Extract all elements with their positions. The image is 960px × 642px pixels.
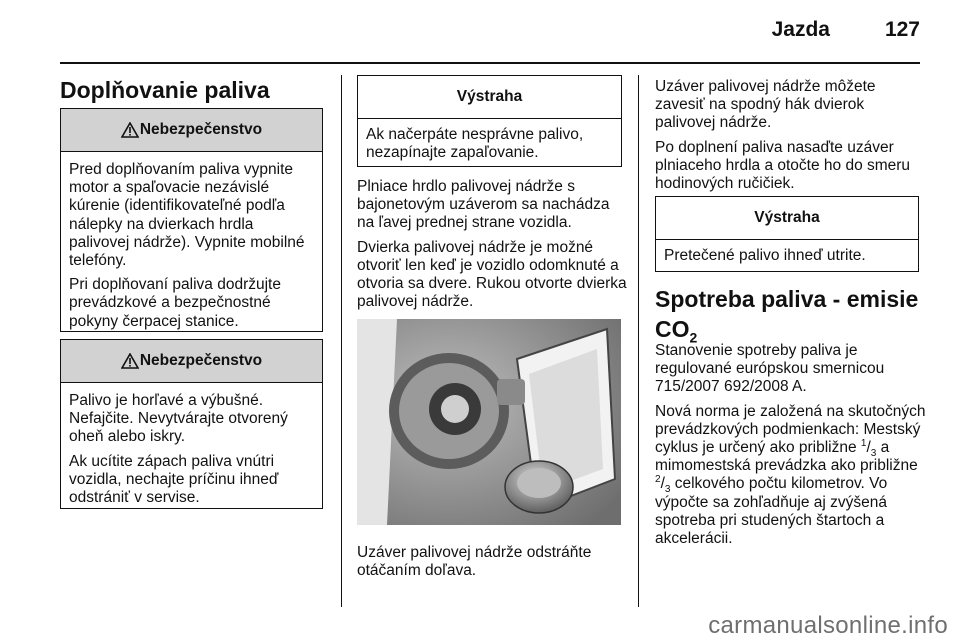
col2-body (357, 178, 629, 317)
fraction-2-denominator: 3 (664, 484, 671, 496)
danger-box-1-text-2: Pri doplňovaní paliva dodržujte prevádzkové a bezpečnostné pokyny čerpacej stanice. (69, 276, 281, 330)
col2-paragraph-2: Dvierka palivovej nádrže je možné otvoriť len keď je vozidlo odomknuté a otvoria sa dvere. Rukou otvorte dvierka palivovej nádrže. (357, 238, 627, 311)
column-divider-2 (638, 75, 639, 607)
warning-box-2-heading: Výstraha (656, 197, 918, 240)
chapter-title: Jazda (771, 18, 830, 41)
fuel-filler-photo (357, 319, 621, 525)
section-title-subscript: 2 (689, 329, 698, 346)
page-number: 127 (884, 18, 920, 41)
warning-box-2-text: Pretečené palivo ihneď utrite. (664, 247, 866, 264)
col3-paragraph-2: Po doplnení paliva nasaďte uzáver plniaceho hrdla a otočte ho do smeru hodinových ručičiek. (655, 138, 911, 193)
danger-box-2-text-2: Ak ucítite zápach paliva vnútri vozidla, nechajte príčinu ihneď odstrániť v servise. (69, 452, 279, 507)
fraction-1-numerator: 1 (860, 437, 867, 449)
danger-box-2-header (61, 340, 322, 383)
col3-paragraph-4: Nová norma je založená na skutočných prevádzkových podmienkach: Mestský cyklus je určený ako približne $^1/_3$ a mimomestská prevádzka ako približne $^2/_3$ celkového počtu kilometrov. Vo výpočte sa zohľadňuje aj zvýšená spotreba pri studených štartoch a akcelerácii. (655, 402, 926, 548)
watermark: carmanualsonline.info (708, 612, 948, 639)
photo-caption (357, 544, 629, 586)
section-title-consumption (655, 284, 925, 344)
col3-paragraph-4-part-2: a mimomestská prevádzka ako približne (655, 439, 918, 475)
warning-triangle-icon (121, 353, 139, 369)
danger-box-1 (60, 108, 323, 332)
column-divider-1 (341, 75, 342, 607)
danger-box-2-text-1: Palivo je horľavé a výbušné. Nefajčite. Nevytvárajte otvorený oheň alebo iskry. (69, 392, 288, 446)
danger-box-1-text-1: Pred doplňovaním paliva vypnite motor a spaľovacie nezávislé kúrenie (identifikovateľné podľa nálepky na dvierkach hrdla palivovej nádrže). Vypnite mobilné telefóny. (69, 161, 305, 270)
col3-paragraph-4-part-3: celkového počtu kilometrov. Vo výpočte sa zohľadňuje aj zvýšená spotreba pri studených štartoch a akcelerácii. (655, 475, 888, 548)
col2-paragraph-1: Plniace hrdlo palivovej nádrže s bajonetovým uzáverom sa nachádza na ľavej prednej strane vozidla. (357, 178, 610, 232)
section-title-consumption-text: Spotreba paliva - emisie CO (655, 286, 919, 342)
section-title-refueling: Doplňovanie paliva (60, 77, 270, 103)
header-rule (60, 62, 920, 64)
col3-paragraph-1: Uzáver palivovej nádrže môžete zavesiť na spodný hák dvierok palivovej nádrže. (655, 78, 876, 132)
warning-box-1 (357, 75, 622, 167)
photo-caption-text: Uzáver palivovej nádrže odstráňte otáčaním doľava. (357, 544, 592, 580)
warning-triangle-icon (121, 122, 139, 138)
fraction-1-denominator: 3 (870, 448, 877, 460)
col3-paragraph-3: Stanovenie spotreby paliva je regulované európskou smernicou 715/2007 692/2008 A. (655, 342, 885, 396)
danger-box-1-header (61, 109, 322, 152)
col3-body-bottom (655, 342, 927, 554)
danger-box-2 (60, 339, 323, 509)
col3-paragraph-4-part-1: Nová norma je založená na skutočných prevádzkových podmienkach: Mestský cyklus je určený ako približne (655, 402, 926, 457)
col3-body-top (655, 78, 925, 199)
warning-box-2 (655, 196, 919, 272)
warning-box-1-text: Ak načerpáte nesprávne palivo, nezapínajte zapaľovanie. (366, 126, 584, 162)
warning-box-1-heading: Výstraha (358, 76, 621, 119)
danger-box-1-heading: Nebezpečenstvo (139, 121, 263, 138)
danger-box-2-heading: Nebezpečenstvo (139, 352, 263, 369)
fraction-2-numerator: 2 (655, 474, 661, 486)
